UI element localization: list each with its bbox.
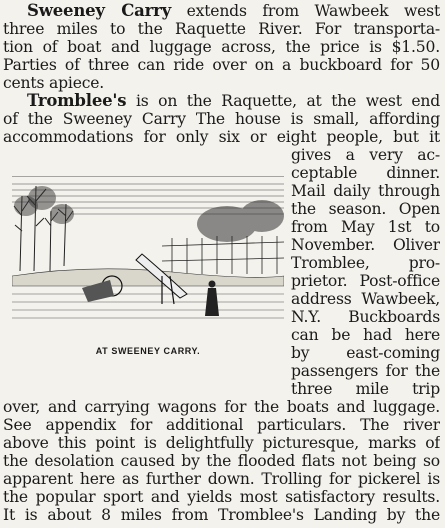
p2-narrow-14: three mile trip [291, 380, 440, 398]
p1-line-2: three miles to the Raquette River. For transporta- [3, 20, 440, 38]
p2-after-6: the popular sport and yields most satisfactory results. [3, 488, 440, 506]
p2-after-2: See appendix for additional particulars. The river [3, 416, 440, 434]
p2-narrow-4: the season. Open [291, 200, 440, 218]
p2-narrow-6: November. Oliver [291, 236, 440, 254]
p1-line-5: cents apiece. [3, 74, 105, 92]
p2-after-7: It is about 8 miles from Tromblee's Landing by the [3, 506, 440, 524]
p1-line-1 [3, 2, 440, 20]
p2-narrow-3: Mail daily through [291, 182, 440, 200]
p2-narrow-10: N.Y. Buckboards [291, 308, 440, 326]
p1-text: extends from Wawbeek west [171, 2, 440, 20]
p2-narrow-7: Tromblee, pro- [291, 254, 440, 272]
p2-after-4: the desolation caused by the flooded flats not being so [3, 452, 440, 470]
p2-narrow-8: prietor. Post-office [291, 272, 440, 290]
p2-line-3: accommodations for only six or eight people, but it [3, 128, 440, 146]
p2-narrow-12: by east-coming [291, 344, 440, 362]
p2-after-1: over, and carrying wagons for the boats and luggage. [3, 398, 440, 416]
p2-narrow-11: can be had here [291, 326, 440, 344]
p1-line-3: tion of boat and luggage across, the price is $1.50. [3, 38, 440, 56]
p2-narrow-9: address Wawbeek, [291, 290, 440, 308]
p2-after-5: apparent here as further down. Trolling for pickerel is [3, 470, 440, 488]
p2-narrow-13: passengers for the [291, 362, 440, 380]
p2-line-2: of the Sweeney Carry The house is small, affording [3, 110, 440, 128]
p1-heading: Sweeney Carry [27, 2, 171, 20]
p2-line-1 [3, 92, 440, 110]
p2-heading: Tromblee's [27, 92, 127, 110]
sweeney-carry-illustration [12, 176, 284, 346]
p2-narrow-5: from May 1st to [291, 218, 440, 236]
p2-text: is on the Raquette, at the west end [126, 92, 440, 110]
p2-narrow-1: gives a very ac- [291, 146, 440, 164]
p2-after-3: above this point is delightfully picturesque, marks of [3, 434, 440, 452]
p1-line-4: Parties of three can ride over on a buckboard for 50 [3, 56, 440, 74]
figure-caption: AT SWEENEY CARRY. [95, 346, 201, 356]
p2-narrow-2: ceptable dinner. [291, 164, 440, 182]
